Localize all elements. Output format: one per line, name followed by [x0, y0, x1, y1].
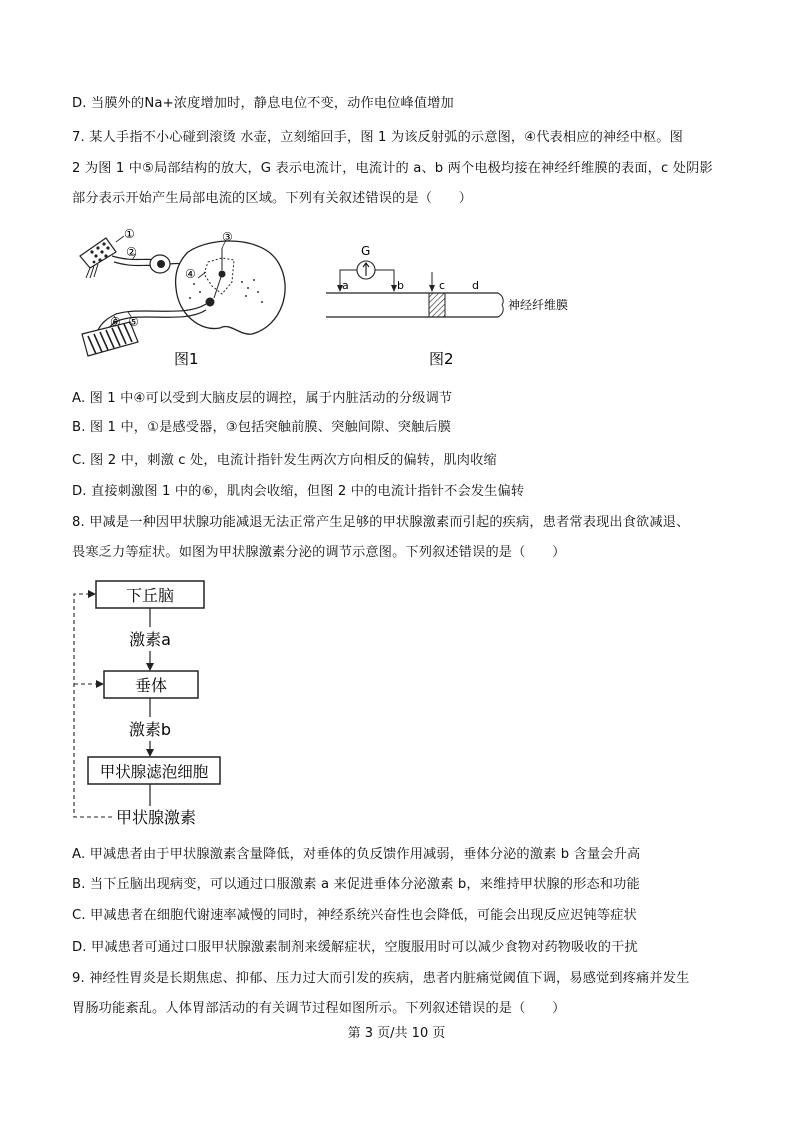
label-3: ③ [222, 230, 233, 244]
q8-option-d: D. 甲减患者可通过口服甲状腺激素制剂来缓解症状，空腹服用时可以减少食物对药物吸收的干扰 [72, 940, 638, 955]
membrane-label: 神经纤维膜 [508, 298, 569, 312]
q8-stem-line-2: 畏寒乏力等症状。如图为甲状腺激素分泌的调节示意图。下列叙述错误的是（ ） [72, 545, 566, 560]
q7-stem-line-1: 7. 某人手指不小心碰到滚烫 水壶，立刻缩回手，图 1 为该反射弧的示意图，④代表相应的神经中枢。图 [72, 130, 683, 145]
feedback-thyroid-hormone-label: 甲状腺激素 [116, 808, 197, 827]
label-2: ② [126, 245, 137, 259]
q8-option-b: B. 当下丘脑出现病变，可以通过口服激素 a 来促进垂体分泌激素 b，来维持甲状腺的形态和功能 [72, 877, 640, 892]
page-number-footer: 第 3 页/共 10 页 [347, 1026, 446, 1041]
label-6: ⑥ [110, 315, 121, 329]
q7-option-a: A. 图 1 中④可以受到大脑皮层的调控，属于内脏活动的分级调节 [72, 391, 453, 406]
q7-option-c: C. 图 2 中，刺激 c 处，电流计指针发生两次方向相反的偏转，肌肉收缩 [72, 453, 497, 468]
q7-option-b: B. 图 1 中，①是感受器，③包括突触前膜、突触间隙、突触后膜 [72, 420, 452, 435]
q7-figure-2-nerve-fiber [318, 238, 586, 370]
arrow-hormone-b-label: 激素b [128, 720, 172, 739]
label-1: ① [124, 227, 135, 241]
q9-stem-line-1: 9. 神经性胃炎是长期焦虑、抑郁、压力过大而引发的疾病，患者内脏痛觉阈值下调，易感觉到疼痛并发生 [72, 971, 690, 986]
point-c: c [439, 279, 446, 292]
galvanometer-icon [357, 261, 375, 279]
q8-option-a: A. 甲减患者由于甲状腺激素含量降低，对垂体的负反馈作用减弱，垂体分泌的激素 b 含量会升高 [72, 847, 641, 862]
q7-stem-line-2: 2 为图 1 中⑤局部结构的放大，G 表示电流计，电流计的 a、b 两个电极均接在神经纤维膜的表面，c 处阴影 [72, 161, 713, 176]
point-d: d [472, 279, 479, 292]
arrow-hormone-a-label: 激素a [129, 630, 171, 649]
q7-stem-line-3: 部分表示开始产生局部电流的区域。下列有关叙述错误的是（ ） [72, 191, 473, 206]
q7-option-d: D. 直接刺激图 1 中的⑥，肌肉会收缩，但图 2 中的电流计指针不会发生偏转 [72, 484, 525, 499]
node-pituitary-label: 垂体 [134, 676, 168, 695]
q8-thyroid-regulation-diagram [66, 575, 236, 833]
node-hypothalamus-label: 下丘脑 [125, 586, 175, 605]
q8-option-c: C. 甲减患者在细胞代谢速率减慢的同时，神经系统兴奋性也会降低，可能会出现反应迟钝等症状 [72, 908, 637, 923]
q6-option-d: D. 当膜外的Na+浓度增加时，静息电位不变，动作电位峰值增加 [72, 96, 454, 111]
receptor-skin-icon [80, 238, 116, 278]
stimulus-region-c [429, 293, 445, 317]
point-a: a [342, 279, 349, 292]
node-thyroid-label: 甲状腺滤泡细胞 [99, 763, 209, 781]
meter-label: G [361, 244, 371, 258]
point-b: b [397, 279, 404, 292]
figure-2-caption: 图2 [429, 350, 454, 368]
label-4: ④ [185, 267, 196, 281]
label-5: ⑤ [128, 315, 139, 329]
q7-figure-1-reflex-arc [72, 222, 302, 370]
q9-stem-line-2: 胃肠功能紊乱。人体胃部活动的有关调节过程如图所示。下列叙述错误的是（ ） [72, 1001, 566, 1016]
figure-1-caption: 图1 [174, 350, 199, 368]
q8-stem-line-1: 8. 甲减是一种因甲状腺功能减退无法正常产生足够的甲状腺激素而引起的疾病，患者常表现出食欲减退、 [72, 515, 690, 530]
